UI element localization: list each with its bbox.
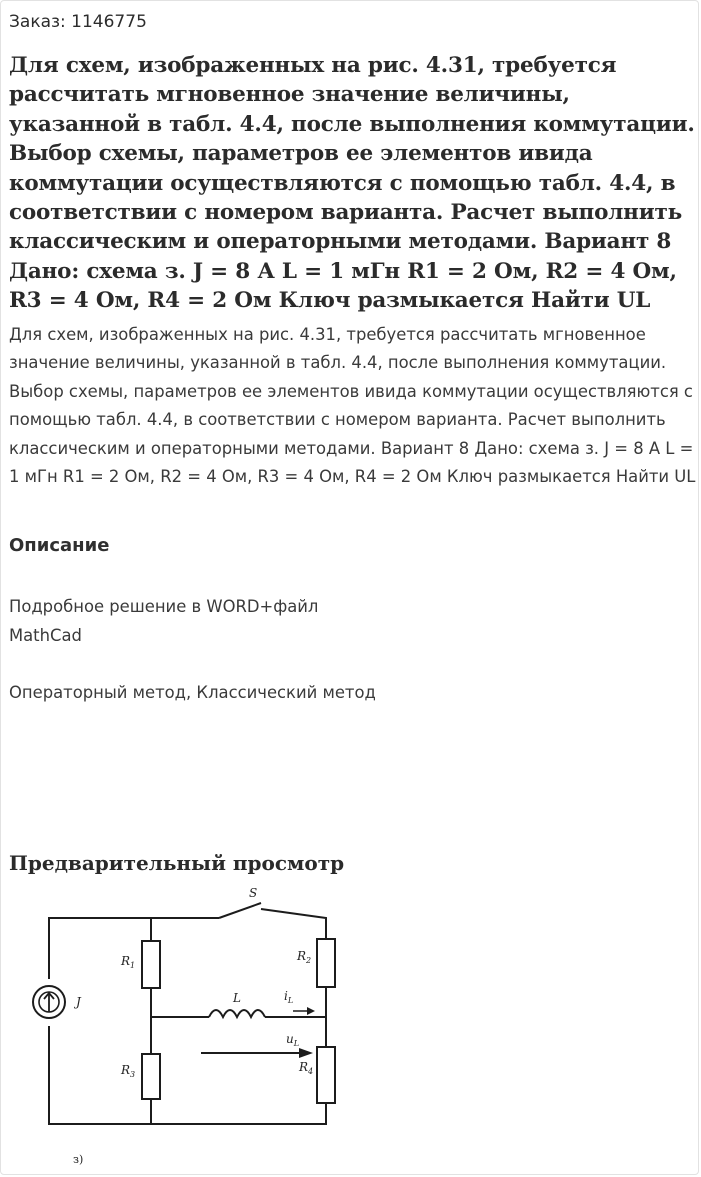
description-line-word: Подробное решение в WORD+файл bbox=[9, 597, 319, 616]
r2-label: $R_2$ bbox=[297, 949, 312, 965]
resistor-r2-icon bbox=[317, 939, 335, 987]
voltage-label: $u_L$ bbox=[286, 1032, 300, 1048]
switch-icon bbox=[219, 903, 261, 918]
diagram-caption: з) bbox=[73, 1153, 84, 1166]
current-label: $i_L$ bbox=[284, 989, 294, 1005]
preview-title: Предварительный просмотр bbox=[9, 851, 345, 875]
wire-top-right bbox=[261, 909, 326, 939]
description-line-methods: Операторный метод, Классический метод bbox=[9, 683, 376, 702]
resistor-r4-icon bbox=[317, 1047, 335, 1103]
current-source-icon bbox=[33, 986, 65, 1018]
resistor-r3-icon bbox=[142, 1054, 160, 1099]
description-title: Описание bbox=[9, 535, 110, 556]
source-label: J bbox=[76, 995, 81, 1009]
inductor-icon bbox=[209, 1010, 265, 1017]
resistor-r1-icon bbox=[142, 941, 160, 988]
task-headline: Для схем, изображенных на рис. 4.31, требуется рассчитать мгновенное значение величины, указанной в табл. 4.4, после выполнения коммутации. Выбор схемы, параметров ее элементов ивида коммутации осуществляются с помощью табл. 4.4, в соответствии с номером варианта. Расчет выполнить классическим и операторными методами. Вариант 8 Дано: схема з. J = 8 А L = 1 мГн R1 = 2 Ом, R2 = 4 Ом, R3 = 4 Ом, R4 = 2 Ом Ключ размыкается Найти UL bbox=[9, 53, 695, 314]
r3-label: $R_3$ bbox=[121, 1063, 136, 1079]
task-body: Для схем, изображенных на рис. 4.31, требуется рассчитать мгновенное значение величины, указанной в табл. 4.4, после выполнения коммутации. Выбор схемы, параметров ее элементов ивида коммутации осуществляются с помощью табл. 4.4, в соответствии с номером варианта. Расчет выполнить классическим и операторными методами. Вариант 8 Дано: схема з. J = 8 А L = 1 мГн R1 = 2 Ом, R2 = 4 Ом, R3 = 4 Ом, R4 = 2 Ом Ключ размыкается Найти UL bbox=[9, 325, 696, 487]
switch-label: S bbox=[249, 886, 258, 900]
description-line-mathcad: MathCad bbox=[9, 626, 82, 645]
circuit-diagram bbox=[21, 881, 361, 1171]
inductor-label: L bbox=[233, 991, 241, 1005]
wire-top-left bbox=[49, 918, 151, 979]
voltage-arrow-icon bbox=[201, 1048, 313, 1058]
r4-label: $R_4$ bbox=[299, 1060, 314, 1076]
r1-label: $R_1$ bbox=[121, 954, 136, 970]
current-arrow-icon bbox=[293, 1007, 315, 1015]
wire-bottom bbox=[49, 1026, 326, 1124]
order-number: Заказ: 1146775 bbox=[9, 12, 147, 32]
